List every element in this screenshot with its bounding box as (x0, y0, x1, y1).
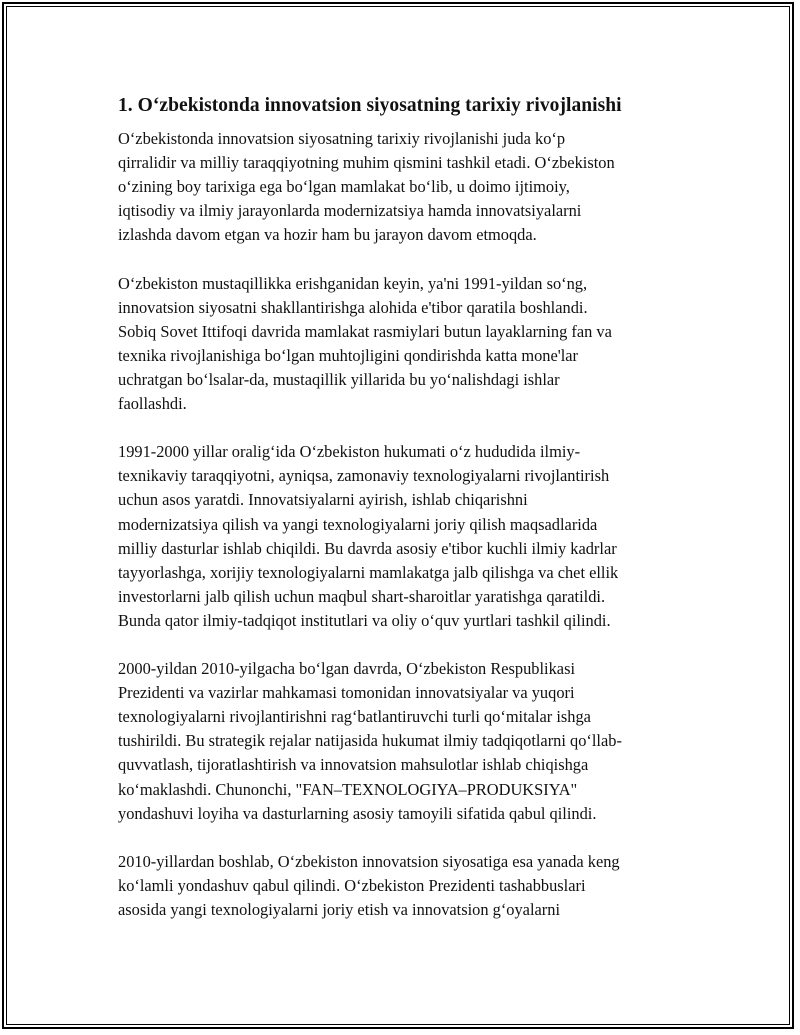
paragraph-line: qirralidir va milliy taraqqiyotning muhim qismini tashkil etadi. O‘zbekiston (118, 153, 615, 173)
paragraph-line: innovatsion siyosatni shakllantirishga alohida e'tibor qaratila boshlandi. (118, 297, 588, 317)
paragraph-line: faollashdi. (118, 394, 187, 414)
paragraph-line: O‘zbekiston mustaqillikka erishganidan keyin, ya'ni 1991-yildan so‘ng, (118, 273, 588, 293)
section-heading: 1. O‘zbekistonda innovatsion siyosatning tarixiy rivojlanishi (118, 95, 622, 116)
paragraph-line: Bunda qator ilmiy-tadqiqot institutlari va oliy o‘quv yurtlari tashkil qilindi. (118, 610, 611, 630)
paragraph-4 (118, 657, 688, 826)
paragraph-line: quvvatlash, tijoratlashtirish va innovatsion mahsulotlar ishlab chiqishga (118, 755, 589, 775)
paragraph-line: tayyorlashga, xorijiy texnologiyalarni mamlakatga jalb qilishga va chet ellik (118, 562, 619, 582)
paragraph-1 (118, 127, 688, 247)
paragraph-line: 2000-yildan 2010-yilgacha bo‘lgan davrda, O‘zbekiston Respublikasi (118, 659, 576, 679)
paragraph-5 (118, 850, 688, 922)
paragraph-line: Prezidenti va vazirlar mahkamasi tomonidan innovatsiyalar va yuqori (118, 683, 575, 703)
paragraph-line: texnika rivojlanishiga bo‘lgan muhtojligini qondirishda katta mone'lar (118, 345, 578, 365)
paragraph-line: tushirildi. Bu strategik rejalar natijasida hukumat ilmiy tadqiqotlarni qo‘llab- (118, 731, 622, 751)
paragraph-line: izlashda davom etgan va hozir ham bu jarayon davom etmoqda. (118, 225, 537, 245)
paragraph-line: texnologiyalarni rivojlantirishni rag‘batlantiruvchi turli qo‘mitalar ishga (118, 707, 591, 727)
paragraph-line: ko‘lamli yondashuv qabul qilindi. O‘zbekiston Prezidenti tashabbuslari (118, 875, 586, 895)
paragraph-line: iqtisodiy va ilmiy jarayonlarda modernizatsiya hamda innovatsiyalarni (118, 201, 582, 221)
paragraph-line: milliy dasturlar ishlab chiqildi. Bu davrda asosiy e'tibor kuchli ilmiy kadrlar (118, 538, 617, 558)
paragraph-line: modernizatsiya qilish va yangi texnologiyalarni joriy qilish maqsadlarida (118, 514, 598, 534)
paragraph-line: 1991-2000 yillar oralig‘ida O‘zbekiston hukumati o‘z hududida ilmiy- (118, 442, 581, 462)
paragraph-line: texnikaviy taraqqiyotni, ayniqsa, zamonaviy texnologiyalarni rivojlantirish (118, 466, 610, 486)
document-body (118, 93, 688, 946)
paragraph-line: uchun asos yaratdi. Innovatsiyalarni ayirish, ishlab chiqarishni (118, 490, 528, 510)
paragraph-line: asosida yangi texnologiyalarni joriy etish va innovatsion g‘oyalarni (118, 900, 560, 919)
paragraph-3 (118, 440, 688, 633)
paragraph-line: Sobiq Sovet Ittifoqi davrida mamlakat rasmiylari butun layaklarning fan va (118, 321, 612, 341)
paragraph-line: o‘zining boy tarixiga ega bo‘lgan mamlakat bo‘lib, u doimo ijtimoiy, (118, 177, 570, 197)
paragraph-line: investorlarni jalb qilish uchun maqbul shart-sharoitlar yaratishga qaratildi. (118, 586, 606, 606)
paragraph-container (118, 127, 688, 922)
paragraph-line: uchratgan bo‘lsalar-da, mustaqillik yillarida bu yo‘nalishdagi ishlar (118, 369, 560, 389)
paragraph-2 (118, 272, 688, 417)
paragraph-line: yondashuvi loyiha va dasturlarning asosiy tamoyili sifatida qabul qilindi. (118, 803, 597, 823)
paragraph-line: O‘zbekistonda innovatsion siyosatning tarixiy rivojlanishi juda ko‘p (118, 129, 566, 148)
paragraph-line: 2010-yillardan boshlab, O‘zbekiston innovatsion siyosatiga esa yanada keng (118, 851, 620, 871)
paragraph-line: ko‘maklashdi. Chunonchi, "FAN–TEXNOLOGIYA–PRODUKSIYA" (118, 779, 578, 799)
